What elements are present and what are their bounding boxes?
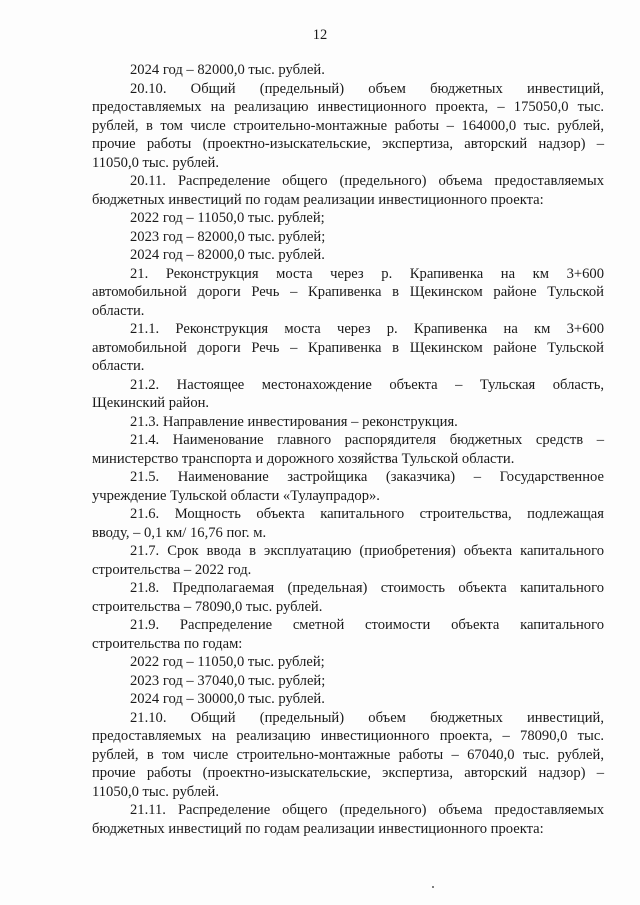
text-line: 21.6. Мощность объекта капитального строительства, подлежащая [130,506,604,522]
text-line: учреждение Тульской области «Тулаупрадор». [92,487,380,504]
text-line: 21.11. Распределение общего (предельного) объема предоставляемых [130,802,604,818]
text-line: 21. Реконструкция моста через р. Крапивенка на км 3+600 [130,265,604,282]
text-line: области. [92,302,145,319]
text-line: строительства по годам: [92,635,243,652]
text-line: прочие работы (проектно-изыскательские, экспертиза, авторский надзор) – [92,765,604,781]
text-line: 2022 год – 11050,0 тыс. рублей; [130,654,325,670]
text-line: 11050,0 тыс. рублей. [92,783,219,800]
text-line: 2024 год – 82000,0 тыс. рублей. [130,62,325,78]
text-line: рублей, в том числе строительно-монтажные работы – 164000,0 тыс. рублей, [92,117,604,134]
text-line: 21.8. Предполагаемая (предельная) стоимость объекта капитального [130,580,604,596]
text-line: 20.11. Распределение общего (предельного) объема предоставляемых [130,173,604,189]
text-line: 21.1. Реконструкция моста через р. Крапивенка на км 3+600 [130,321,604,337]
text-line: бюджетных инвестиций по годам реализации инвестиционного проекта: [92,820,544,837]
text-line: 2023 год – 82000,0 тыс. рублей; [130,228,326,245]
text-line: министерство транспорта и дорожного хозяйства Тульской области. [92,450,515,467]
text-line: автомобильной дороги Речь – Крапивенка в Щекинском районе Тульской [92,339,604,356]
text-line: строительства – 2022 год. [92,561,252,578]
text-line: 2024 год – 82000,0 тыс. рублей. [130,247,325,263]
text-line: 21.5. Наименование застройщика (заказчика) – Государственное [130,469,604,485]
text-line: вводу, – 0,1 км/ 16,76 пог. м. [92,524,267,541]
text-line: бюджетных инвестиций по годам реализации инвестиционного проекта: [92,191,544,208]
text-line: предоставляемых на реализацию инвестиционного проекта, – 78090,0 тыс. [92,728,604,744]
text-line: строительства – 78090,0 тыс. рублей. [92,598,323,615]
text-line: 2022 год – 11050,0 тыс. рублей; [130,210,325,226]
text-line: 11050,0 тыс. рублей. [92,154,219,171]
page-number: 12 [312,27,328,43]
text-line: предоставляемых на реализацию инвестиционного проекта, – 175050,0 тыс. [92,99,604,115]
text-line: 21.9. Распределение сметной стоимости объекта капитального [130,617,604,633]
text-line: 20.10. Общий (предельный) объем бюджетных инвестиций, [130,80,604,97]
text-line: 2023 год – 37040,0 тыс. рублей; [130,672,326,689]
text-line: рублей, в том числе строительно-монтажные работы – 67040,0 тыс. рублей, [92,746,604,763]
text-line: 21.2. Настоящее местонахождение объекта – Тульская область, [130,376,604,393]
text-line: прочие работы (проектно-изыскательские, экспертиза, авторский надзор) – [92,136,604,152]
scan-speck [432,886,434,888]
text-line: 2024 год – 30000,0 тыс. рублей. [130,691,325,707]
text-line: автомобильной дороги Речь – Крапивенка в Щекинском районе Тульской [92,284,604,300]
document-body [92,61,604,838]
text-line: 21.3. Направление инвестирования – реконструкция. [130,413,458,430]
text-line: 21.4. Наименование главного распорядителя бюджетных средств – [130,432,604,448]
text-line: 21.7. Срок ввода в эксплуатацию (приобретения) объекта капитального [130,543,604,559]
text-line: Щекинский район. [92,395,210,411]
text-line: области. [92,358,145,374]
text-line: 21.10. Общий (предельный) объем бюджетных инвестиций, [130,709,604,726]
